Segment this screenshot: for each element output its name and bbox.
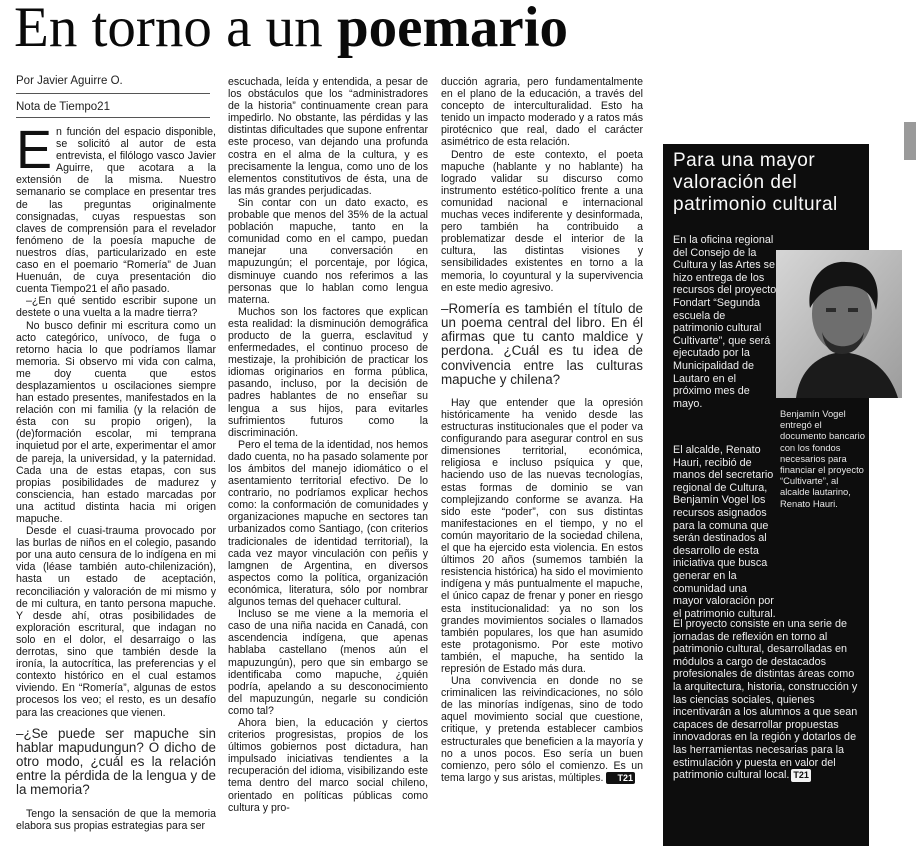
article-title [14, 0, 568, 60]
page-edge-tab [904, 122, 916, 160]
sidebar-paragraph: El alcalde, Renato Hauri, recibió de manos del secretario regional de Cultura, Benjamín Vogel los recursos asignados para la comuna que serán destinados al desarrollo de esta iniciativa que busca generar en la comunidad una mayor valoración por el patrimonio cultural. [673, 444, 776, 620]
column-1 [16, 120, 216, 832]
answer-2-paragraph: Sin contar con un dato exacto, es probable que menos del 35% de la actual población mapuche, tanto en la comunidad como en el campo, puedan manejar una conversación en mapuzungún; el porcentaje, por lógica, disminuye cuando nos referimos a las personas que lo hablan como lengua materna. [228, 196, 428, 306]
column-3 [441, 76, 643, 784]
answer-2-paragraph: Tengo la sensación de que la memoria elabora sus propias estrategias para ser [16, 807, 216, 832]
sidebar-paragraph: El proyecto consiste en una serie de jornadas de reflexión en torno al patrimonio cultural, desarrolladas en módulos a cargo de destacados profesionales de distintas áreas como la arquitectura, historia, construcción y las ciencias sociales, quienes incentivarán a los alumnos a que sean capaces de desarrollar propuestas innovadoras en la región y dotarlos de las herramientas necesarias para la estimulación y puesta en valor del patrimonio cultural local. T21 [673, 618, 858, 782]
answer-3-paragraph: Una convivencia en donde no se criminalicen las reivindicaciones, no sólo de las minorías indígenas, sino de todo aquel movimiento social que cuestione, critique, y pretenda establecer cambios estructurales que beneficien a la mayoría y no a unos pocos. Eso sería un buen comienzo, pero sólo el comienzo. Es un tema largo y sus aristas, múltiples. T21 [441, 675, 643, 784]
title-regular: En torno a un [14, 0, 337, 59]
sidebar-text-narrow-2 [673, 444, 777, 626]
answer-2-paragraph: Dentro de este contexto, el poeta mapuche (hablante y no hablante) ha logrado validar su discurso como instrumento estético-político frente a una comunidad nacional e internacional muchas veces indiferente y desinformada, pero también ha contribuido a problematizar desde el interior de la cultura, las distintas visiones y sensibilidades existentes en torno a la memoria, lo coyuntural y la supervivencia en este medio agresivo. [441, 148, 643, 294]
photo-caption: Benjamín Vogel entregó el documento bancario con los fondos necesarios para financiar el proyecto “Cultivarte”, al alcalde lautarino, Renato Hauri. [780, 408, 865, 509]
drop-cap: E [16, 120, 53, 180]
sidebar-title: Para una mayor valoración del patrimonio cultural [673, 150, 838, 215]
answer-2-paragraph: ducción agraria, pero fundamentalmente en el plano de la educación, a través del concepto de interculturalidad. Esto ha tenido un impacto moderado y a ratos más pirotécnico que real, dado el carácter asimétrico de esta relación. [441, 76, 643, 149]
portrait-silhouette-icon [776, 250, 902, 398]
sidebar-text-wide [673, 618, 861, 788]
sidebar-text-narrow [673, 234, 777, 416]
byline-rule [16, 93, 210, 94]
answer-2-paragraph: Incluso se me viene a la memoria el caso de una niña nacida en Canadá, con ascendencia indígena, que apenas hablaba castellano (menos aún el mapuzungún), pero que sin embargo se identificaba como mapuche, ¿quién podría, apelando a su desconocimiento del mapuzungún, negarle su condición como tal? [228, 608, 428, 717]
column-2 [228, 76, 428, 814]
portrait-photo [776, 250, 902, 398]
answer-3-paragraph: Hay que entender que la opresión históricamente ha venido desde las estructuras institucionales que el poder va configurando para asegurar control en sus dimensiones territorial, económica, religiosa e incluso psíquica y que, haciendo uso de las nuevas tecnologías, estas formas de dominio se van complejizando conforme se avanza. Ha sido este “poder”, con sus distintas manifestaciones en el tiempo, y no el común mayoritario de la sociedad chilena, el que ha ejercido esta violencia. En estos últimos 20 años (sumemos también la resistencia histórica) ha sido el movimiento indígena y más puntualmente el mapuche, el único capaz de frenar y poner en riesgo esta institucionalidad: ya no son los grandes movimientos sociales o llamados también populares, los que han asumido este protagonismo. Por este motivo también, el mapuche, ha sentido la represión de Estado más dura. [441, 396, 643, 675]
question-3: –Romería es también el título de un poema central del libro. En él afirmas que tu canto maldice y perdona. ¿Cuál es tu idea de convivencia entre las culturas mapuche y chilena? [441, 300, 643, 387]
answer-1-paragraph: No busco definir mi escritura como un acto categórico, unívoco, de fuga o retorno hacia lo que podríamos llamar memoria. Si observo mi vida con calma, me doy cuenta que estos desplazamientos u oscilaciones siempre han estado presentes, manifestados en la relación con mi familia (y la relación de ésta con su propio origen), la (de)formación escolar, mi temprana inquietud por el arte, experimentar el amor de pareja, la universidad, y la paternidad. Cada una de estas etapas, con sus propias posibilidades de madurez y consciencia, han estado marcadas por una actitud distinta hacia mi origen mapuche. [16, 319, 216, 525]
end-mark-logo: T21 [606, 772, 636, 784]
answer-2-paragraph: Muchos son los factores que explican esta realidad: la disminución demográfica producto de la guerra, esclavitud y enfermedades, el continuo proceso de mestizaje, la prohibición de practicar los idiomas originarios en forma pública, pasando, incluso, por la decisión de padres hablantes de no enseñar su lengua a sus hijos, para evitarles sufrimientos futuros como la discriminación. [228, 305, 428, 439]
intro-paragraph: En función del espacio disponible, se solicitó al autor de esta entrevista, el filólogo vasco Javier Aguirre, que acotara a la extensión de la misma. Nuestro semanario se complace en presentar tres de las preguntas originalmente consignadas, cuyas respuestas son claves de comprensión para el revelador fenómeno de la poesía mapuche de nuestros días, particularizado en este caso en el poemario “Romería” de Juan Huenuán, de cuya presentación dio cuenta Tiempo21 el año pasado. [16, 120, 216, 296]
sidebar-end-mark-logo: T21 [793, 770, 809, 781]
answer-2-paragraph: escuchada, leída y entendida, a pesar de los obstáculos que los “administradores de la historia” continuamente crean para impedirlo. No obstante, las pérdidas y las distintas dificultades que supone enfrentar este proceso, van dejando una profunda costra en el alma de la cultura, y es precisamente la lengua, como uno de los elementos constitutivos de ésta, una de las más grandes perjudicadas. [228, 76, 428, 197]
title-bold: poemario [336, 0, 569, 59]
byline: Por Javier Aguirre O. [16, 75, 123, 87]
question-1: –¿En qué sentido escribir supone un destete o una vuelta a la madre tierra? [16, 295, 216, 320]
source-note: Nota de Tiempo21 [16, 101, 110, 113]
answer-2-paragraph: Ahora bien, la educación y ciertos criterios progresistas, propios de los últimos gobiernos post dictadura, han impulsado iniciativas tendientes a la recuperación del idioma, visibilizando este tema dentro del marco social chileno, orientado en políticas públicas como cultura y pro- [228, 716, 428, 814]
question-2: –¿Se puede ser mapuche sin hablar mapudungun? O dicho de otro modo, ¿cuál es la relación entre la pérdida de la lengua y de la memoria? [16, 725, 216, 798]
note-rule [16, 117, 210, 118]
answer-2-paragraph: Pero el tema de la identidad, nos hemos dado cuenta, no ha pasado solamente por los ámbitos del manejo idiomático o el asentamiento territorial efectivo. De lo contrario, no podríamos explicar hechos como: la conformación de comunidades y organizaciones mapuche en sectores tan urbanizados como Santiago, (con criterios tradicionales de identidad territorial), la cada vez mayor vinculación con peñis y lamgnen de Argentina, en diversos aspectos como la política, organización económica, literatura, sólo por nombrar algunos temas del quehacer cultural. [228, 438, 428, 609]
sidebar-paragraph: En la oficina regional del Consejo de la Cultura y las Artes se hizo entrega de los recursos del proyecto Fondart “Segunda escuela de patrimonio cultural Cultivarte”, que será ejecutado por la Municipalidad de Lautaro en el próximo mes de mayo. [673, 234, 777, 410]
answer-1-paragraph: Desde el cuasi-trauma provocado por las burlas de niños en el colegio, pasando por una auto censura de lo indígena en mi vida (léase también auto-chilenización), hasta un estado de aceptación, reconciliación y valoración de mi mismo y de mi cultura, en tanto persona mapuche. Y desde ahí, otras posibilidades de exploración escritural, que indagan no solo en el dolor, el desarraigo o las derrotas, sino que también desde la ironía, la autocrítica, las preferencias y el contexto histórico en el cual estamos viviendo. En “Romería”, algunas de estos procesos los veo; el resto, es un desafío para las creaciones que vienen. [16, 525, 216, 719]
